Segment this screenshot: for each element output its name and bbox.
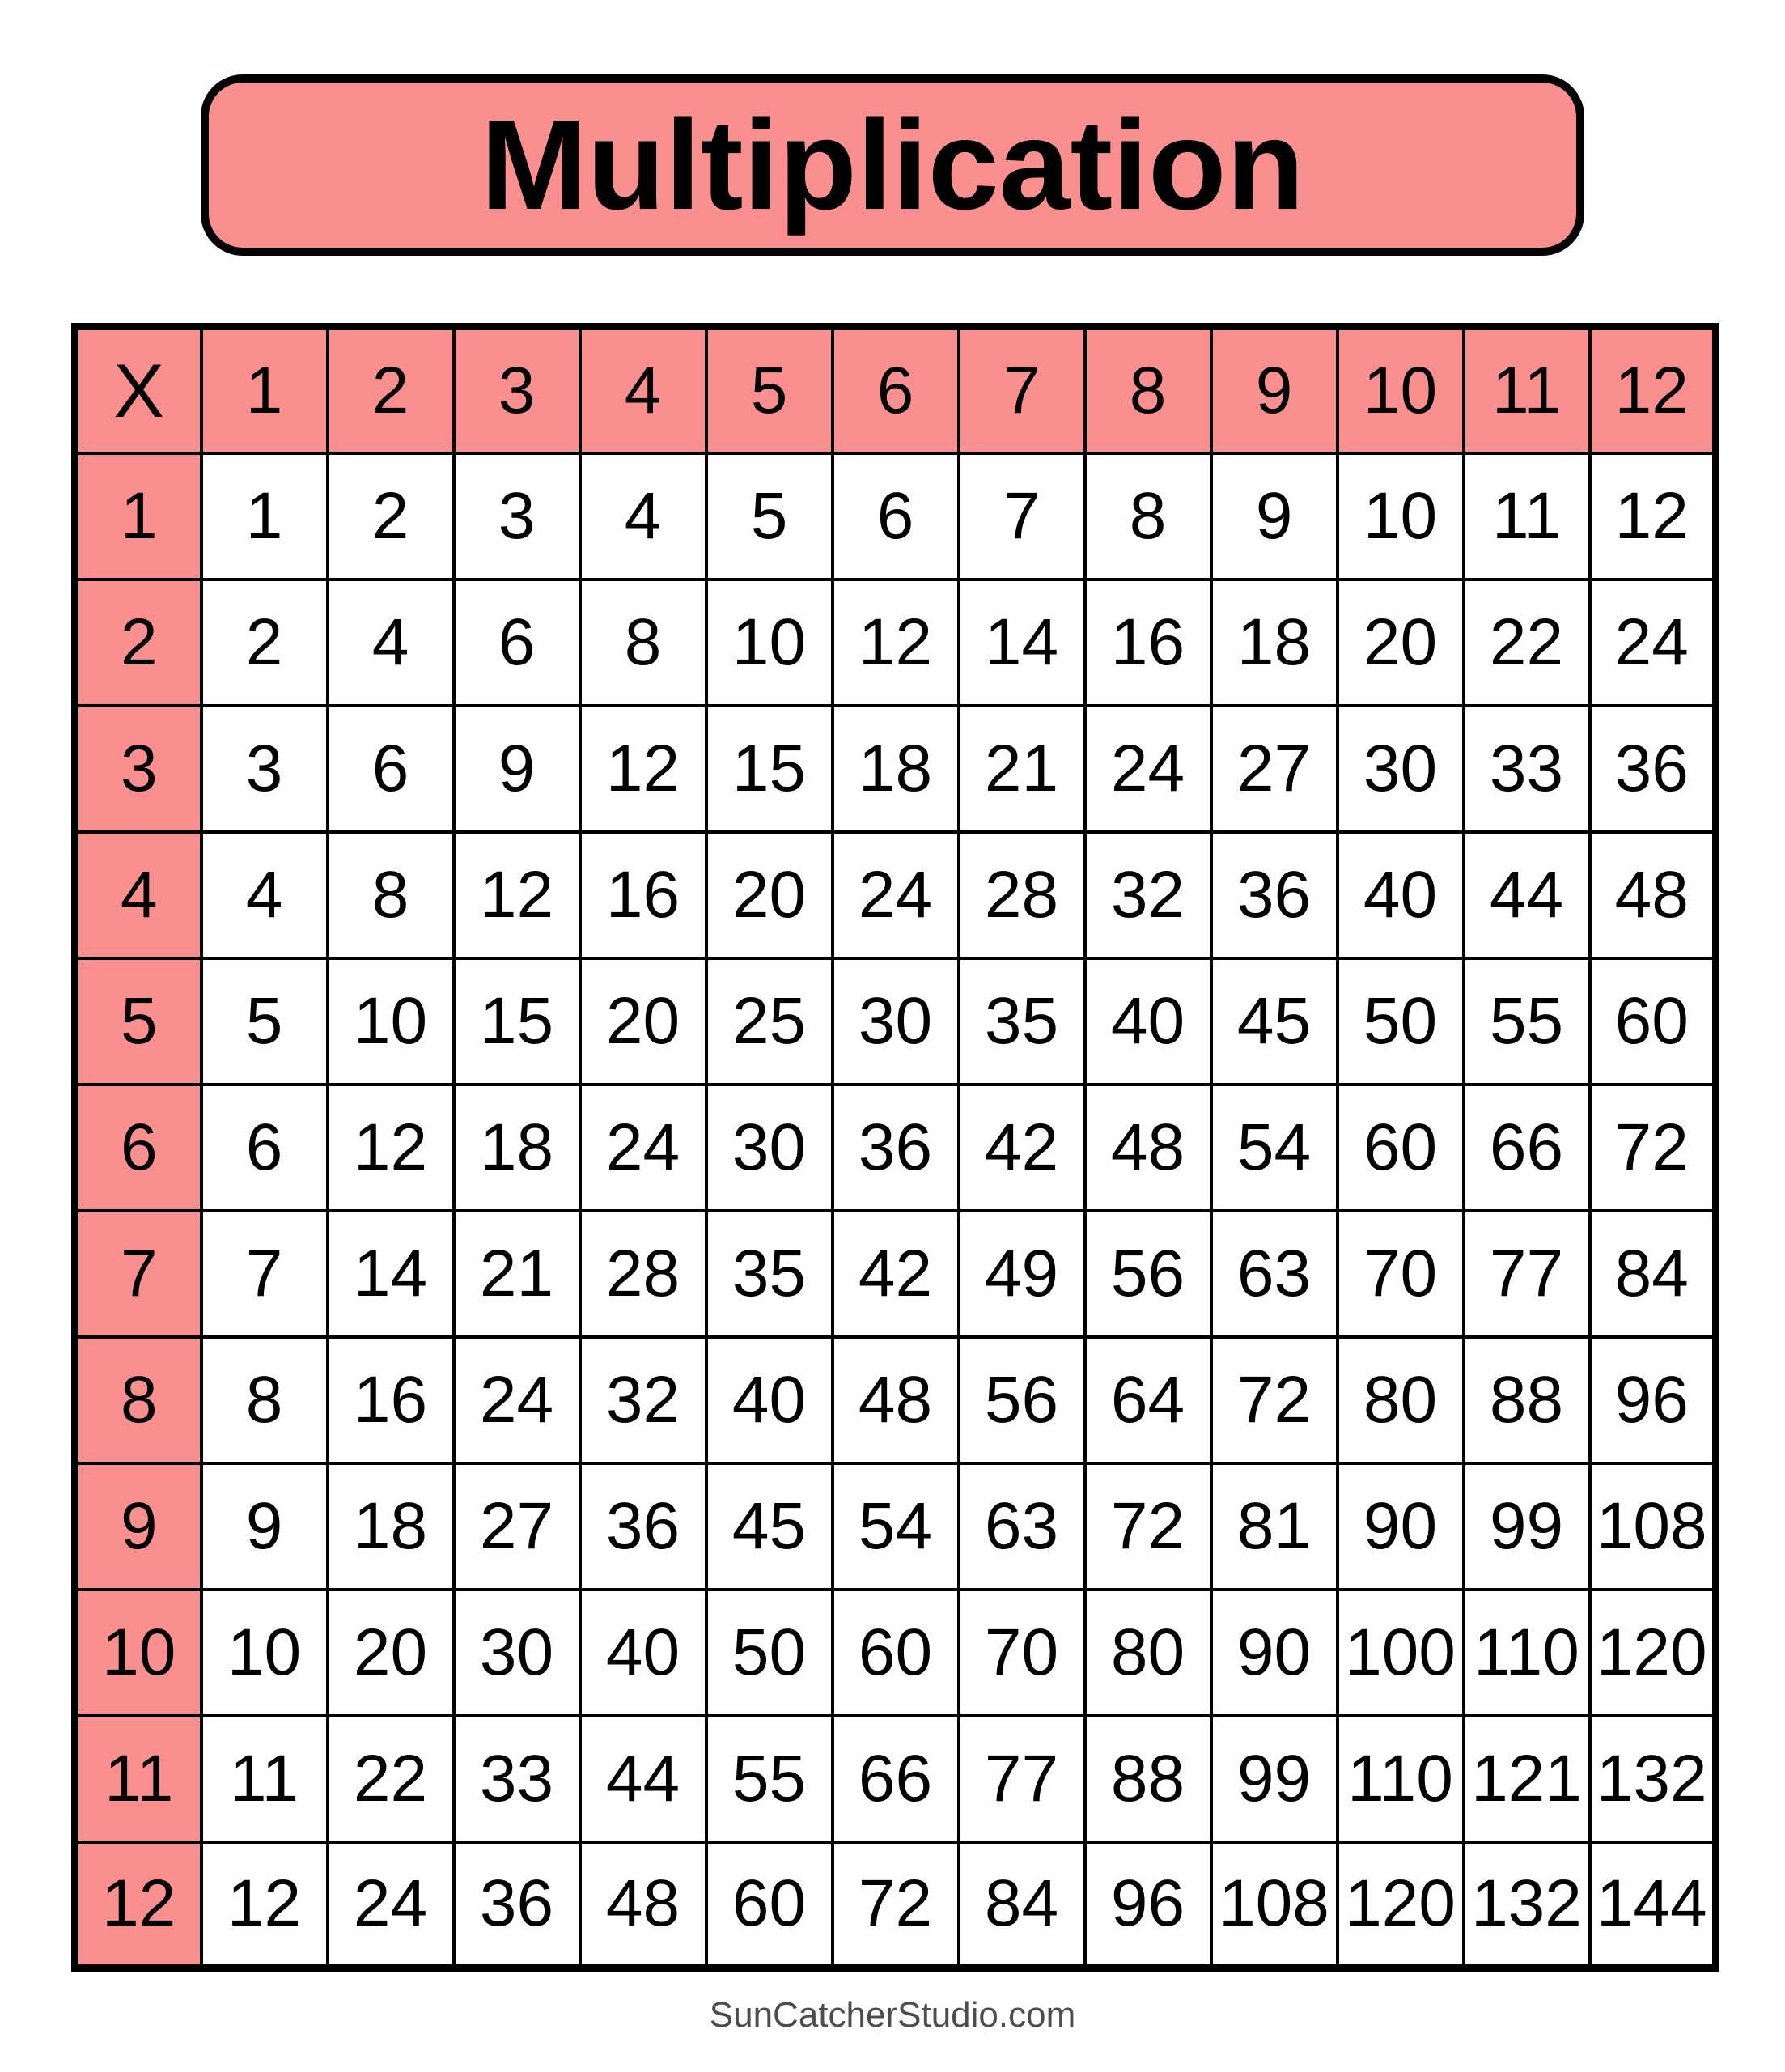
value-cell: 6	[833, 453, 959, 580]
value-cell: 16	[580, 832, 706, 958]
row-header-cell: 1	[75, 453, 201, 580]
value-cell: 12	[454, 832, 580, 958]
value-cell: 30	[706, 1085, 833, 1211]
row-header-cell: 3	[75, 706, 201, 832]
title-banner	[201, 74, 1584, 256]
value-cell: 144	[1590, 1842, 1716, 1968]
table-row	[75, 1842, 1716, 1968]
value-cell: 42	[833, 1211, 959, 1337]
value-cell: 50	[1338, 958, 1464, 1085]
value-cell: 36	[1590, 706, 1716, 832]
value-cell: 77	[959, 1716, 1085, 1842]
value-cell: 81	[1211, 1463, 1338, 1590]
column-header-cell: 12	[1590, 327, 1716, 453]
value-cell: 84	[959, 1842, 1085, 1968]
value-cell: 24	[833, 832, 959, 958]
value-cell: 45	[706, 1463, 833, 1590]
table-row	[75, 1337, 1716, 1463]
value-cell: 132	[1590, 1716, 1716, 1842]
value-cell: 9	[1211, 453, 1338, 580]
value-cell: 49	[959, 1211, 1085, 1337]
value-cell: 22	[328, 1716, 454, 1842]
value-cell: 4	[580, 453, 706, 580]
value-cell: 72	[1085, 1463, 1211, 1590]
value-cell: 36	[580, 1463, 706, 1590]
value-cell: 7	[201, 1211, 328, 1337]
value-cell: 66	[1464, 1085, 1590, 1211]
value-cell: 20	[580, 958, 706, 1085]
header-row	[75, 327, 1716, 453]
value-cell: 90	[1338, 1463, 1464, 1590]
table-row	[75, 1590, 1716, 1716]
value-cell: 88	[1085, 1716, 1211, 1842]
value-cell: 108	[1590, 1463, 1716, 1590]
value-cell: 12	[201, 1842, 328, 1968]
value-cell: 5	[201, 958, 328, 1085]
value-cell: 60	[706, 1842, 833, 1968]
value-cell: 70	[1338, 1211, 1464, 1337]
value-cell: 24	[454, 1337, 580, 1463]
value-cell: 48	[1085, 1085, 1211, 1211]
value-cell: 25	[706, 958, 833, 1085]
value-cell: 27	[454, 1463, 580, 1590]
column-header-cell: 10	[1338, 327, 1464, 453]
row-header-cell: 10	[75, 1590, 201, 1716]
value-cell: 9	[201, 1463, 328, 1590]
page-title: Multiplication	[480, 94, 1305, 236]
value-cell: 12	[580, 706, 706, 832]
value-cell: 20	[1338, 580, 1464, 706]
value-cell: 24	[1085, 706, 1211, 832]
value-cell: 14	[959, 580, 1085, 706]
multiplication-table	[71, 323, 1719, 1972]
value-cell: 4	[328, 580, 454, 706]
column-header-cell: 3	[454, 327, 580, 453]
value-cell: 12	[328, 1085, 454, 1211]
column-header-cell: 1	[201, 327, 328, 453]
table-row	[75, 580, 1716, 706]
row-header-cell: 9	[75, 1463, 201, 1590]
value-cell: 10	[1338, 453, 1464, 580]
value-cell: 15	[706, 706, 833, 832]
value-cell: 10	[706, 580, 833, 706]
value-cell: 36	[833, 1085, 959, 1211]
value-cell: 14	[328, 1211, 454, 1337]
column-header-cell: 4	[580, 327, 706, 453]
value-cell: 64	[1085, 1337, 1211, 1463]
value-cell: 12	[1590, 453, 1716, 580]
table-row	[75, 706, 1716, 832]
value-cell: 11	[1464, 453, 1590, 580]
value-cell: 50	[706, 1590, 833, 1716]
value-cell: 16	[1085, 580, 1211, 706]
value-cell: 63	[959, 1463, 1085, 1590]
value-cell: 20	[328, 1590, 454, 1716]
value-cell: 48	[833, 1337, 959, 1463]
row-header-cell: 4	[75, 832, 201, 958]
column-header-cell: 7	[959, 327, 1085, 453]
value-cell: 96	[1085, 1842, 1211, 1968]
value-cell: 63	[1211, 1211, 1338, 1337]
table-row	[75, 1463, 1716, 1590]
corner-cell: X	[75, 327, 201, 453]
value-cell: 18	[833, 706, 959, 832]
value-cell: 28	[580, 1211, 706, 1337]
value-cell: 99	[1211, 1716, 1338, 1842]
table-row	[75, 1085, 1716, 1211]
value-cell: 21	[959, 706, 1085, 832]
value-cell: 21	[454, 1211, 580, 1337]
column-header-cell: 2	[328, 327, 454, 453]
value-cell: 36	[454, 1842, 580, 1968]
row-header-cell: 8	[75, 1337, 201, 1463]
value-cell: 56	[1085, 1211, 1211, 1337]
value-cell: 44	[580, 1716, 706, 1842]
value-cell: 8	[580, 580, 706, 706]
value-cell: 2	[201, 580, 328, 706]
value-cell: 72	[1211, 1337, 1338, 1463]
value-cell: 32	[1085, 832, 1211, 958]
value-cell: 40	[1338, 832, 1464, 958]
value-cell: 33	[454, 1716, 580, 1842]
column-header-cell: 5	[706, 327, 833, 453]
value-cell: 6	[454, 580, 580, 706]
row-header-cell: 11	[75, 1716, 201, 1842]
value-cell: 96	[1590, 1337, 1716, 1463]
value-cell: 10	[201, 1590, 328, 1716]
value-cell: 121	[1464, 1716, 1590, 1842]
value-cell: 80	[1085, 1590, 1211, 1716]
value-cell: 15	[454, 958, 580, 1085]
value-cell: 120	[1338, 1842, 1464, 1968]
value-cell: 36	[1211, 832, 1338, 958]
value-cell: 2	[328, 453, 454, 580]
table-row	[75, 832, 1716, 958]
value-cell: 12	[833, 580, 959, 706]
value-cell: 8	[328, 832, 454, 958]
row-header-cell: 7	[75, 1211, 201, 1337]
value-cell: 30	[1338, 706, 1464, 832]
value-cell: 8	[201, 1337, 328, 1463]
value-cell: 77	[1464, 1211, 1590, 1337]
value-cell: 6	[201, 1085, 328, 1211]
row-header-cell: 6	[75, 1085, 201, 1211]
value-cell: 8	[1085, 453, 1211, 580]
value-cell: 18	[328, 1463, 454, 1590]
value-cell: 24	[1590, 580, 1716, 706]
value-cell: 48	[1590, 832, 1716, 958]
value-cell: 72	[833, 1842, 959, 1968]
table-row	[75, 1716, 1716, 1842]
value-cell: 66	[833, 1716, 959, 1842]
value-cell: 90	[1211, 1590, 1338, 1716]
value-cell: 22	[1464, 580, 1590, 706]
value-cell: 10	[328, 958, 454, 1085]
value-cell: 32	[580, 1337, 706, 1463]
value-cell: 54	[833, 1463, 959, 1590]
value-cell: 99	[1464, 1463, 1590, 1590]
value-cell: 9	[454, 706, 580, 832]
column-header-cell: 9	[1211, 327, 1338, 453]
value-cell: 56	[959, 1337, 1085, 1463]
value-cell: 42	[959, 1085, 1085, 1211]
row-header-cell: 12	[75, 1842, 201, 1968]
value-cell: 5	[706, 453, 833, 580]
value-cell: 33	[1464, 706, 1590, 832]
table-row	[75, 453, 1716, 580]
value-cell: 20	[706, 832, 833, 958]
value-cell: 30	[833, 958, 959, 1085]
multiplication-table-body	[75, 327, 1716, 1968]
value-cell: 1	[201, 453, 328, 580]
value-cell: 27	[1211, 706, 1338, 832]
value-cell: 28	[959, 832, 1085, 958]
value-cell: 55	[706, 1716, 833, 1842]
value-cell: 30	[454, 1590, 580, 1716]
value-cell: 40	[706, 1337, 833, 1463]
column-header-cell: 8	[1085, 327, 1211, 453]
row-header-cell: 5	[75, 958, 201, 1085]
value-cell: 6	[328, 706, 454, 832]
value-cell: 120	[1590, 1590, 1716, 1716]
value-cell: 24	[580, 1085, 706, 1211]
footer-credit: SunCatcherStudio.com	[709, 1995, 1076, 2035]
value-cell: 48	[580, 1842, 706, 1968]
value-cell: 60	[1338, 1085, 1464, 1211]
value-cell: 80	[1338, 1337, 1464, 1463]
row-header-cell: 2	[75, 580, 201, 706]
value-cell: 60	[1590, 958, 1716, 1085]
value-cell: 44	[1464, 832, 1590, 958]
value-cell: 40	[580, 1590, 706, 1716]
value-cell: 110	[1338, 1716, 1464, 1842]
value-cell: 60	[833, 1590, 959, 1716]
value-cell: 3	[454, 453, 580, 580]
table-row	[75, 1211, 1716, 1337]
value-cell: 132	[1464, 1842, 1590, 1968]
column-header-cell: 11	[1464, 327, 1590, 453]
value-cell: 45	[1211, 958, 1338, 1085]
value-cell: 40	[1085, 958, 1211, 1085]
value-cell: 110	[1464, 1590, 1590, 1716]
value-cell: 7	[959, 453, 1085, 580]
value-cell: 16	[328, 1337, 454, 1463]
value-cell: 88	[1464, 1337, 1590, 1463]
table-row	[75, 958, 1716, 1085]
value-cell: 84	[1590, 1211, 1716, 1337]
value-cell: 24	[328, 1842, 454, 1968]
value-cell: 54	[1211, 1085, 1338, 1211]
value-cell: 72	[1590, 1085, 1716, 1211]
value-cell: 100	[1338, 1590, 1464, 1716]
column-header-cell: 6	[833, 327, 959, 453]
value-cell: 18	[1211, 580, 1338, 706]
value-cell: 35	[706, 1211, 833, 1337]
value-cell: 70	[959, 1590, 1085, 1716]
value-cell: 11	[201, 1716, 328, 1842]
value-cell: 18	[454, 1085, 580, 1211]
value-cell: 55	[1464, 958, 1590, 1085]
value-cell: 4	[201, 832, 328, 958]
value-cell: 35	[959, 958, 1085, 1085]
value-cell: 3	[201, 706, 328, 832]
value-cell: 108	[1211, 1842, 1338, 1968]
